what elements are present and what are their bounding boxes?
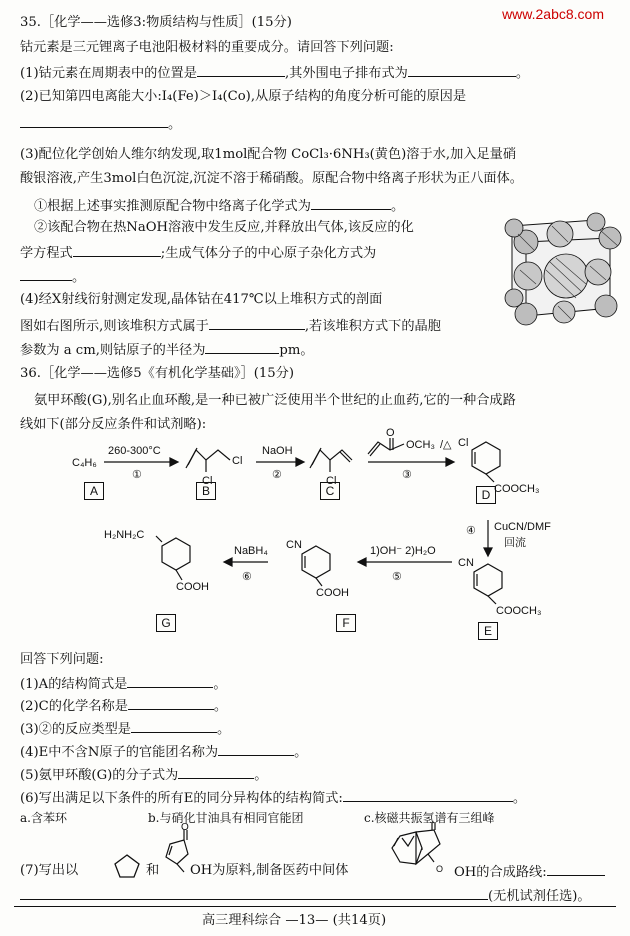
q36-q7d-text: OH的合成路线: xyxy=(454,865,547,880)
answer-blank[interactable] xyxy=(20,267,72,281)
q35-p3f-text: 学方程式 xyxy=(20,246,73,261)
step-3: ③ xyxy=(402,469,412,481)
q36-q3-end: 。 xyxy=(217,722,231,737)
watermark: www.2abc8.com xyxy=(502,6,604,22)
q35-part4-line1: (4)经X射线衍射测定发现,晶体钴在417℃以上堆积方式的剖面 xyxy=(20,292,383,307)
label-f: F xyxy=(336,614,356,632)
condition-a: a.含苯环 xyxy=(20,811,67,825)
c-cl: Cl xyxy=(326,475,337,487)
b-cl-2: Cl xyxy=(232,455,243,467)
q36-ask: 回答下列问题: xyxy=(20,652,104,667)
condition-2: NaOH xyxy=(262,445,293,457)
q36-q1-text: (1)A的结构简式是 xyxy=(20,677,128,692)
q35-intro: 钴元素是三元锂离子电池阳极材料的重要成分。请回答下列问题: xyxy=(20,40,394,55)
q36-sub4 xyxy=(20,742,307,761)
furanone-o: O xyxy=(181,822,189,833)
d-cl: Cl xyxy=(458,437,469,449)
q35-p4c-text: ,若该堆积方式下的晶胞 xyxy=(304,319,441,334)
step-1: ① xyxy=(132,469,142,481)
answer-blank[interactable] xyxy=(218,742,294,756)
q35-p4e-text: pm。 xyxy=(279,343,314,358)
answer-blank[interactable] xyxy=(343,788,513,802)
cyclopentadiene-structure xyxy=(112,852,142,880)
q35-part3-sub2-b xyxy=(20,243,376,262)
step-4: ④ xyxy=(466,525,476,537)
answer-blank[interactable] xyxy=(205,340,279,354)
condition-5: 1)OH⁻ 2)H₂O xyxy=(370,545,436,557)
answer-blank[interactable] xyxy=(20,886,488,900)
target-oh: O xyxy=(436,864,444,874)
condition-c: c.核磁共振氢谱有三组峰 xyxy=(364,811,495,825)
q36-q6-text: (6)写出满足以下条件的所有E的同分异构体的结构简式: xyxy=(20,791,343,806)
q35-p2-end: 。 xyxy=(168,117,182,132)
label-e: E xyxy=(478,622,498,640)
g-acid: COOH xyxy=(176,581,209,593)
d-ester: COOCH₃ xyxy=(494,483,540,495)
compound-a-formula: C₄H₆ xyxy=(72,457,97,469)
q35-title: 35.［化学——选修3:物质结构与性质］(15分) xyxy=(20,15,292,30)
q36-sub3 xyxy=(20,719,230,738)
answer-blank[interactable] xyxy=(197,63,285,77)
e-cn: CN xyxy=(458,557,474,569)
q36-q2-text: (2)C的化学名称是 xyxy=(20,699,128,714)
condition-3: /△ xyxy=(440,439,452,451)
answer-blank[interactable] xyxy=(209,316,305,330)
f-cn: CN xyxy=(286,539,302,551)
answer-blank[interactable] xyxy=(131,719,217,733)
condition-1: 260-300°C xyxy=(108,445,161,457)
q36-q1-end: 。 xyxy=(213,677,227,692)
label-a: A xyxy=(84,482,104,500)
answer-blank[interactable] xyxy=(20,114,168,128)
step-2: ② xyxy=(272,469,282,481)
e-ester: COOCH₃ xyxy=(496,605,542,617)
q36-q5-text: (5)氨甲环酸(G)的分子式为 xyxy=(20,768,179,783)
answer-blank[interactable] xyxy=(408,63,516,77)
q36-title: 36.［化学——选修5《有机化学基础》］(15分) xyxy=(20,366,295,381)
answer-blank[interactable] xyxy=(178,765,254,779)
q36-sub5 xyxy=(20,765,267,784)
b-cl-1: Cl xyxy=(202,475,213,487)
q36-q2-end: 。 xyxy=(213,699,228,714)
condition-6: NaBH₄ xyxy=(234,545,268,557)
footer-rule xyxy=(14,906,616,907)
condition-4b: 回流 xyxy=(504,537,526,549)
g-amine: H₂NH₂C xyxy=(104,529,145,541)
q35-part4-line2 xyxy=(20,316,441,335)
q35-part2-answer xyxy=(20,114,181,133)
q35-part3-sub2: ②该配合物在热NaOH溶液中发生反应,并释放出气体,该反应的化 xyxy=(34,220,414,235)
synthesis-scheme xyxy=(0,427,630,634)
answer-blank[interactable] xyxy=(547,862,605,876)
q35-part1 xyxy=(20,63,529,82)
q35-part3-sub2-c xyxy=(20,267,85,286)
answer-blank[interactable] xyxy=(127,674,213,688)
q36-q7e-text: (无机试剂任选)。 xyxy=(488,889,591,904)
q35-p1-text2: ,其外围电子排布式为 xyxy=(284,66,408,81)
q35-part2: (2)已知第四电离能大小:I₄(Fe)＞I₄(Co),从原子结构的角度分析可能的原因是 xyxy=(20,89,467,104)
q36-sub7-d xyxy=(454,862,605,881)
q35-p3d-end: 。 xyxy=(390,199,405,214)
q36-sub7-c: OH为原料,制备医药中间体 xyxy=(190,863,349,878)
q36-q5-end: 。 xyxy=(254,768,268,783)
q35-p1-text: (1)钴元素在周期表中的位置是 xyxy=(20,66,197,81)
q35-p3g-text: ;生成气体分子的中心原子杂化方式为 xyxy=(160,246,377,261)
crystal-stacking-figure xyxy=(500,212,615,324)
label-g: G xyxy=(156,614,176,632)
condition-4a: CuCN/DMF xyxy=(494,521,551,533)
q36-sub6 xyxy=(20,788,526,807)
f-acid: COOH xyxy=(316,587,349,599)
q36-sub7-a: (7)写出以 xyxy=(20,863,79,878)
label-b: B xyxy=(196,482,216,500)
q36-q6-end: 。 xyxy=(512,791,527,806)
q36-q4-text: (4)E中不含N原子的官能团名称为 xyxy=(20,745,219,760)
reagent-3: OCH₃ xyxy=(406,439,435,451)
answer-blank[interactable] xyxy=(73,243,161,257)
q36-sub2 xyxy=(20,696,227,715)
q36-q4-end: 。 xyxy=(294,745,308,760)
q36-intro-2: 线如下(部分反应条件和试剂略): xyxy=(20,417,207,432)
q36-intro-1: 氨甲环酸(G),别名止血环酸,是一种已被广泛使用半个世纪的止血药,它的一种合成路 xyxy=(34,393,516,408)
q35-part3-sub1 xyxy=(34,196,404,215)
step-5: ⑤ xyxy=(392,571,402,583)
q36-sub7-e xyxy=(20,886,591,905)
q35-part3-line1: (3)配位化学创始人维尔纳发现,取1mol配合物 CoCl₃·6NH₃(黄色)溶于水,加入足量硝 xyxy=(20,147,517,162)
q36-sub1 xyxy=(20,674,227,693)
q35-p4b-text: 图如右图所示,则该堆积方式属于 xyxy=(20,319,209,334)
target-intermediate-structure xyxy=(386,822,452,878)
q35-p1-end: 。 xyxy=(515,66,530,81)
q35-p3h-end: 。 xyxy=(72,270,86,285)
q35-part3-line2: 酸银溶液,产生3mol白色沉淀,沉淀不溶于稀硝酸。原配合物中络离子形状为正八面体。 xyxy=(20,171,523,186)
answer-blank[interactable] xyxy=(311,196,391,210)
condition-b: b.与硝化甘油具有相同官能团 xyxy=(148,811,304,825)
q35-p3c-text: ①根据上述事实推测原配合物中络离子化学式为 xyxy=(34,199,311,214)
step-6: ⑥ xyxy=(242,571,252,583)
q35-p4d-text: 参数为 a cm,则钴原子的半径为 xyxy=(20,343,206,358)
reagent-o: O xyxy=(386,427,395,439)
page-footer: 高三理科综合 —13— (共14页) xyxy=(202,913,387,928)
q35-part4-line3 xyxy=(20,340,314,359)
q36-sub7-b: 和 xyxy=(146,863,160,878)
label-c: C xyxy=(320,482,340,500)
q36-q3-text: (3)②的反应类型是 xyxy=(20,722,131,737)
answer-blank[interactable] xyxy=(128,696,214,710)
label-d: D xyxy=(476,486,496,504)
